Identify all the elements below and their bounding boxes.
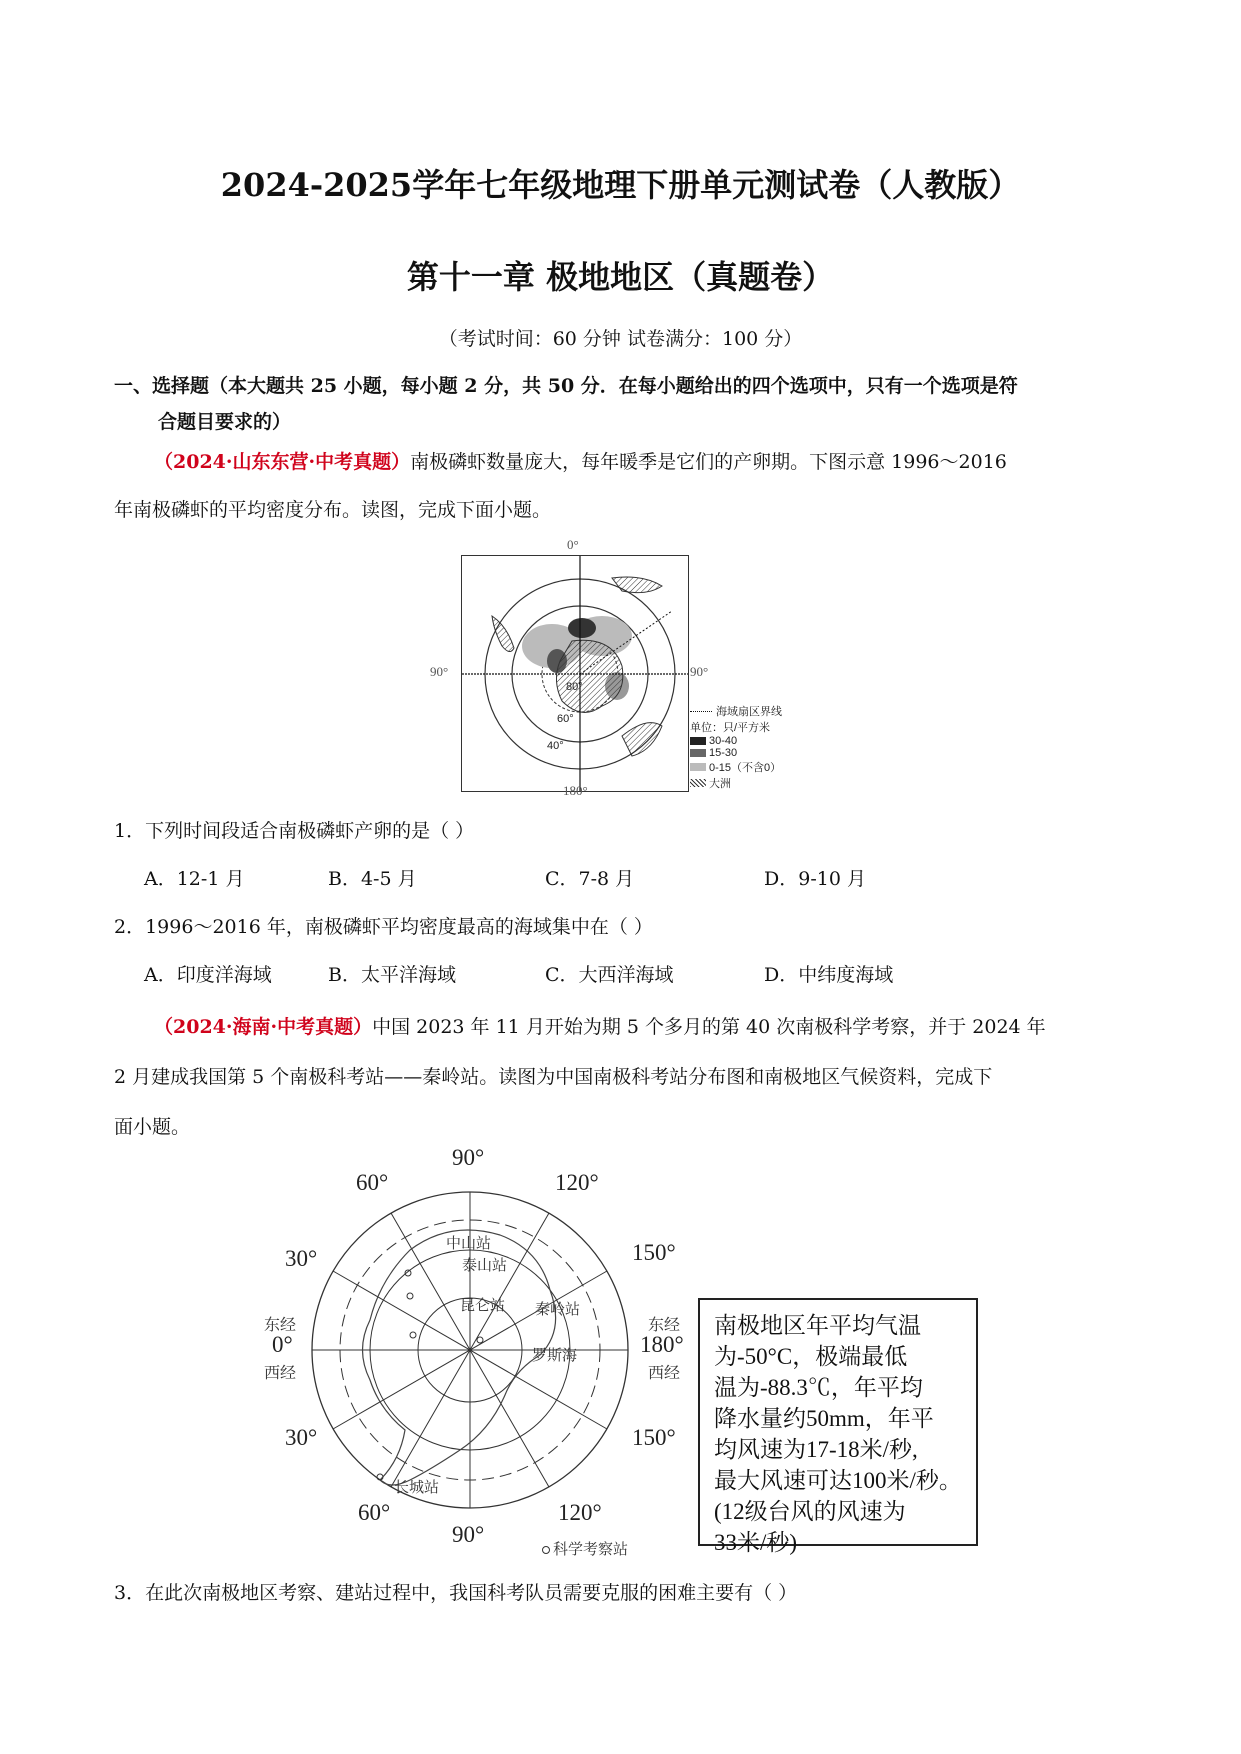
map-deg-60-tl: 60°: [356, 1170, 389, 1195]
legend-item-mid: 15-30: [709, 747, 738, 759]
q2-option-c[interactable]: C．大西洋海域: [545, 964, 674, 986]
krill-lat-40: 40°: [547, 740, 564, 752]
climate-line: (12级台风的风速为: [714, 1499, 906, 1524]
krill-lon-left: 90°: [430, 664, 449, 679]
krill-lon-right: 90°: [690, 664, 709, 679]
q1-option-b[interactable]: B．4-5 月: [328, 868, 417, 890]
station-qinling-label: 秦岭站: [535, 1300, 581, 1318]
station-changcheng-label: 长城站: [394, 1478, 440, 1496]
group2-text-a: 中国 2023 年 11 月开始为期 5 个多月的第 40 次南极科学考察，并于 2024 年: [372, 1016, 1046, 1038]
krill-lat-60: 60°: [557, 713, 574, 725]
map-east-left: 东经: [264, 1317, 297, 1334]
climate-line: 温为-88.3℃，年平均: [714, 1375, 923, 1400]
group1-intro: [114, 438, 1134, 534]
climate-line: 降水量约50mm，年平: [714, 1406, 934, 1431]
q2-option-b[interactable]: B．太平洋海域: [328, 964, 456, 986]
legend-item-high: 30-40: [709, 735, 738, 747]
station-taishan-label: 泰山站: [462, 1256, 508, 1274]
exam-meta: （考试时间：60 分钟 试卷满分：100 分）: [438, 328, 803, 350]
krill-lon-top: 0°: [567, 537, 579, 552]
station-kunlun-label: 昆仑站: [460, 1296, 506, 1314]
map-deg-30-left-down: 30°: [285, 1425, 318, 1450]
q1-option-a[interactable]: A．12-1 月: [144, 868, 245, 890]
density-high-blob: [568, 618, 596, 638]
map-west-left: 西经: [264, 1365, 297, 1382]
map-deg-150-right-up: 150°: [632, 1240, 676, 1265]
q1-option-c[interactable]: C．7-8 月: [545, 868, 635, 890]
section-line-1: 一、选择题（本大题共 25 小题，每小题 2 分，共 50 分．在每小题给出的四个选项中，只有一个选项是符: [114, 375, 1018, 397]
australia-fragment: [622, 723, 662, 756]
map-deg-120-br: 120°: [558, 1500, 602, 1525]
map-deg-30-left-up: 30°: [285, 1246, 318, 1271]
map-deg-150-right-down: 150°: [632, 1425, 676, 1450]
climate-line: 33米/秒): [714, 1530, 798, 1555]
q1-stem: 1．下列时间段适合南极磷虾产卵的是（ ）: [114, 820, 475, 842]
africa-fragment: [612, 577, 662, 593]
stations-map-svg: [300, 1180, 640, 1520]
legend-item-low: 0-15（不含0）: [709, 762, 782, 774]
legend-item-continent: 大洲: [709, 778, 731, 790]
antarctica-outline: [363, 1230, 556, 1485]
section-line-2: 合题目要求的）: [158, 411, 292, 433]
climate-line: 南极地区年平均气温: [714, 1313, 921, 1338]
chapter-title: 第十一章 极地地区（真题卷）: [406, 258, 835, 296]
map-legend-station-icon: [542, 1546, 550, 1554]
map-legend-station: [542, 1538, 628, 1559]
map-deg-0: 0°: [272, 1332, 293, 1357]
map-deg-60-bl: 60°: [358, 1500, 391, 1525]
climate-line: 最大风速可达100米/秒。: [714, 1468, 962, 1493]
map-east-right: 东经: [648, 1317, 681, 1334]
climate-line: 为-50°C，极端最低: [714, 1344, 908, 1369]
q2-option-d[interactable]: D．中纬度海域: [764, 964, 894, 986]
q2-option-a[interactable]: A．印度洋海域: [144, 964, 272, 986]
q3-stem: 3．在此次南极地区考察、建站过程中，我国科考队员需要克服的困难主要有（ ）: [114, 1582, 798, 1604]
ross-sea-label: 罗斯海: [532, 1346, 578, 1364]
group2-intro: [114, 1002, 1134, 1152]
group2-text-c: 面小题。: [114, 1116, 191, 1138]
legend-boundary: 海域扇区界线: [716, 706, 782, 718]
krill-lon-bottom: 180°: [563, 783, 588, 798]
map-deg-120-tr: 120°: [555, 1170, 599, 1195]
map-deg-180: 180°: [640, 1332, 684, 1357]
climate-line: 均风速为17-18米/秒,: [714, 1437, 918, 1462]
q2-stem: 2．1996～2016 年，南极磷虾平均密度最高的海域集中在（ ）: [114, 916, 653, 938]
q1-option-d[interactable]: D．9-10 月: [764, 868, 866, 890]
station-kunlun-marker: [410, 1332, 416, 1338]
group2-text-b: 2 月建成我国第 5 个南极科考站——秦岭站。读图为中国南极科考站分布图和南极地区气候资料，完成下: [114, 1066, 993, 1088]
section-heading: [114, 368, 1134, 440]
station-taishan-marker: [407, 1293, 413, 1299]
group1-source: （2024·山东东营·中考真题）: [154, 451, 411, 473]
south-america-shape: [492, 616, 514, 652]
map-west-right: 西经: [648, 1365, 681, 1382]
map-deg-90-top: 90°: [452, 1145, 485, 1170]
group1-text-b: 年南极磷虾的平均密度分布。读图，完成下面小题。: [114, 499, 552, 521]
group2-source: （2024·海南·中考真题）: [154, 1016, 373, 1038]
stations-map: [300, 1180, 640, 1520]
climate-info-box: [698, 1298, 978, 1555]
krill-legend: [690, 703, 830, 791]
station-qinling-marker: [477, 1337, 483, 1343]
krill-lat-80: 80°: [566, 681, 583, 693]
map-deg-90-bottom: 90°: [452, 1522, 485, 1547]
group1-text-a: 南极磷虾数量庞大，每年暖季是它们的产卵期。下图示意 1996～2016: [410, 451, 1007, 473]
station-zhongshan-label: 中山站: [446, 1234, 492, 1252]
krill-map-svg: [462, 556, 688, 791]
legend-unit: 单位：只/平方米: [690, 722, 771, 734]
exam-title: 2024-2025学年七年级地理下册单元测试卷（人教版）: [220, 166, 1021, 204]
map-legend-station-label: 科学考察站: [553, 1540, 629, 1558]
krill-density-map: [461, 555, 689, 792]
